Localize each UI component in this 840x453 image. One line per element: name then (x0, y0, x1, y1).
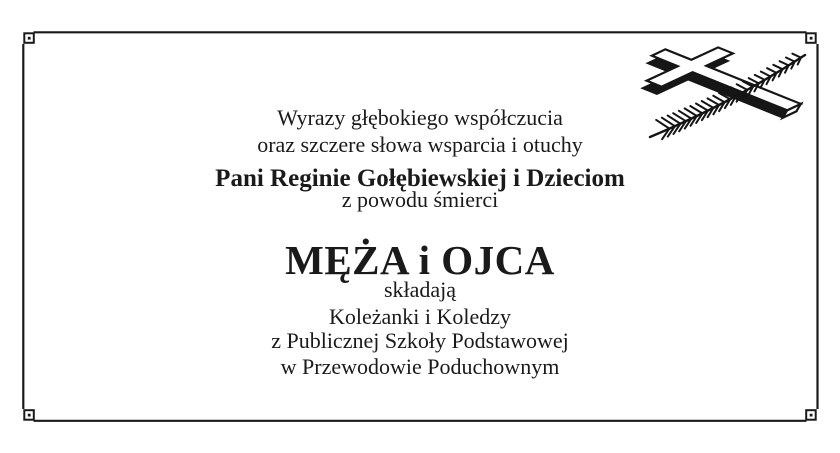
corner-ornament-bottom-right (806, 410, 816, 420)
corner-ornament-top-right (806, 33, 816, 43)
reason-line: z powodu śmierci (341, 187, 499, 212)
signature-line-2: z Publicznej Szkoły Podstawowej (271, 328, 569, 353)
condolence-line-1: Wyrazy głębokiego współczucia (277, 105, 563, 130)
sign-intro-line: składają (383, 277, 457, 302)
signature-line-3: w Przewodowie Poduchownym (280, 354, 560, 379)
signature-line-1: Koleżanki i Koledzy (328, 304, 512, 329)
corner-ornament-top-left (24, 33, 34, 43)
deceased-title: MĘŻA i OJCA (285, 237, 555, 283)
condolence-line-2: oraz szczere słowa wsparcia i otuchy (257, 132, 583, 157)
recipient-line: Pani Reginie Gołębiewskiej i Dzieciom (215, 165, 625, 192)
corner-ornament-bottom-left (24, 410, 34, 420)
